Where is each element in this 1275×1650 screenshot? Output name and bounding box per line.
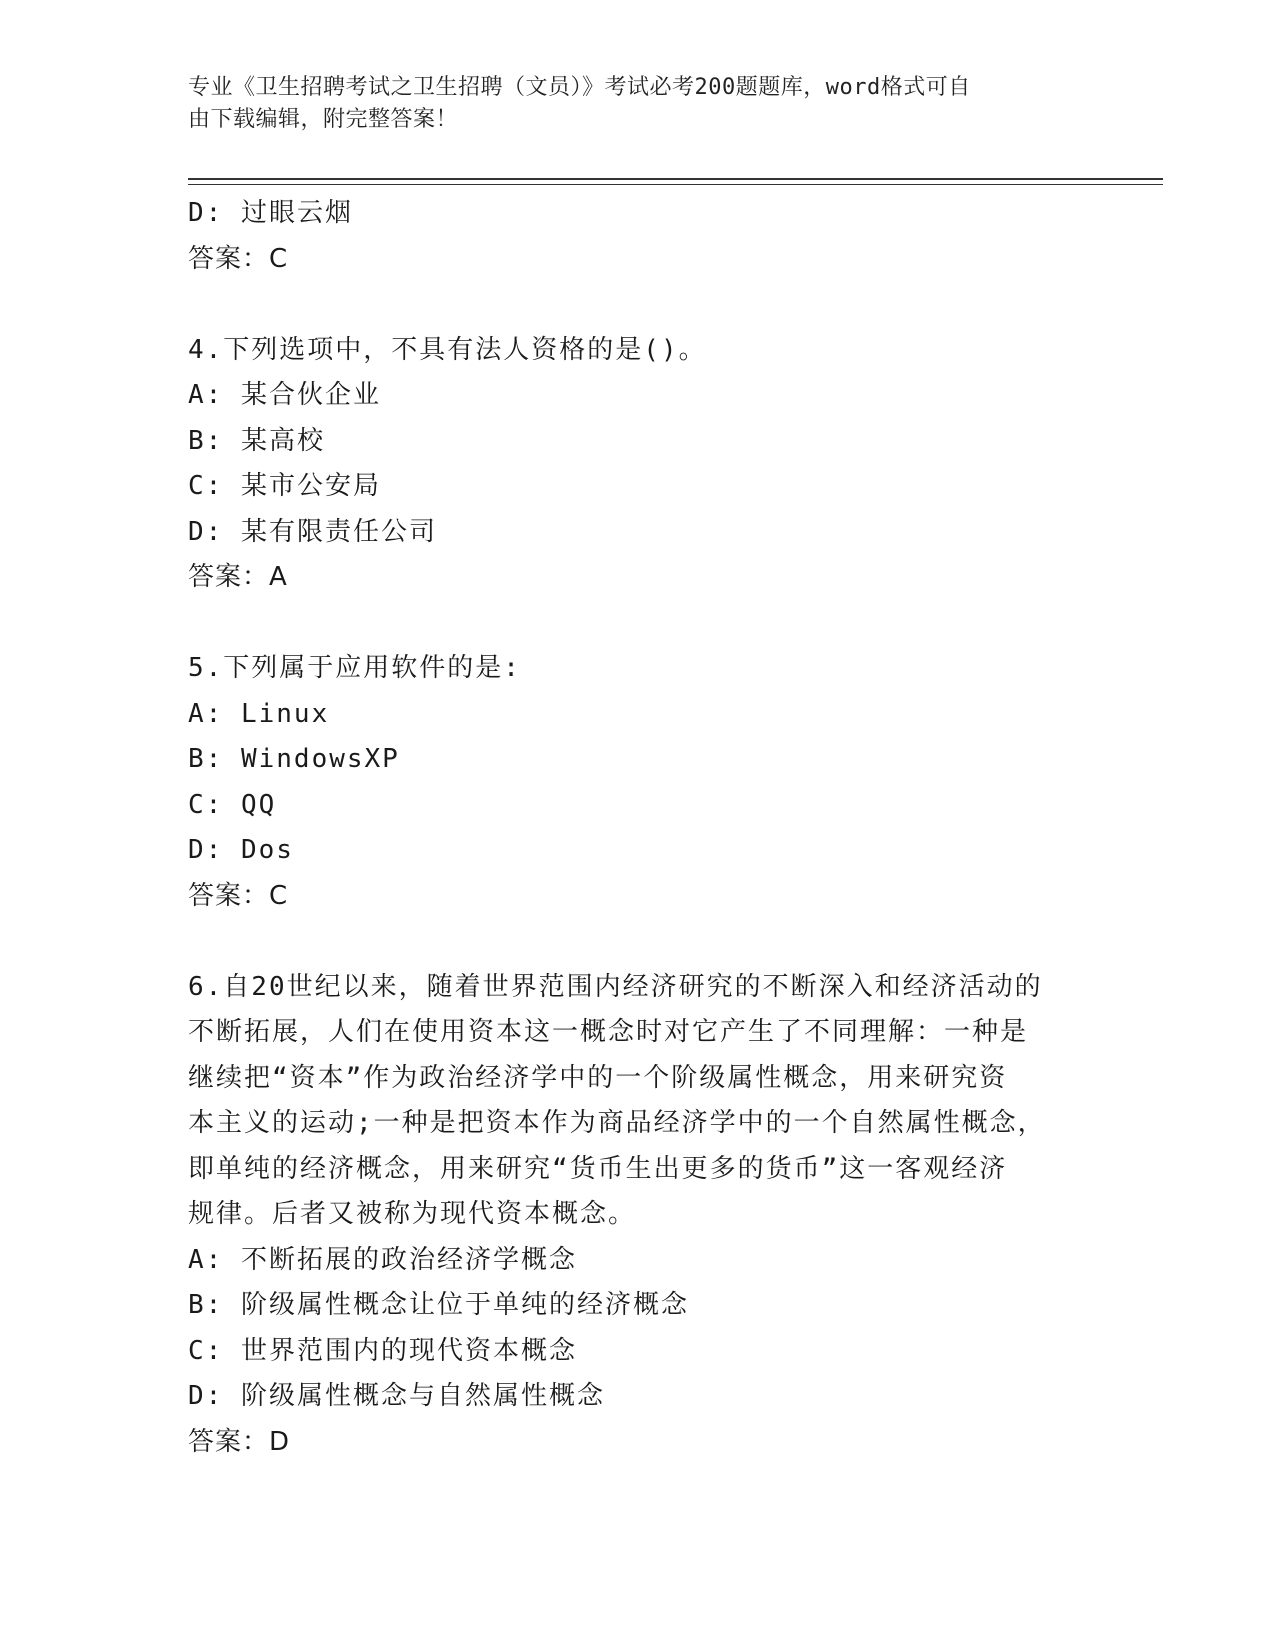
document-header bbox=[188, 72, 1068, 136]
spacer bbox=[188, 282, 1088, 328]
spacer bbox=[188, 601, 1088, 647]
option-a: A: 某合伙企业 bbox=[188, 380, 381, 410]
spacer bbox=[188, 919, 1088, 965]
question-stem: 4.下列选项中，不具有法人资格的是()。 bbox=[188, 334, 707, 365]
question-stem-line: 6.自20世纪以来，随着世界范围内经济研究的不断深入和经济活动的 bbox=[188, 971, 1043, 1002]
question-3 bbox=[188, 191, 1088, 282]
question-5 bbox=[188, 646, 1088, 919]
option-c: C: QQ bbox=[188, 789, 277, 820]
option-a: A: 不断拓展的政治经济学概念 bbox=[188, 1244, 577, 1275]
question-6 bbox=[188, 965, 1088, 1466]
question-4 bbox=[188, 328, 1088, 601]
question-stem: 5.下列属于应用软件的是: bbox=[188, 653, 521, 683]
answer: 答案：C bbox=[188, 880, 289, 911]
option-d: D: 阶级属性概念与自然属性概念 bbox=[188, 1381, 605, 1411]
header-divider-thick bbox=[188, 178, 1163, 180]
option-a: A: Linux bbox=[188, 698, 330, 729]
answer: 答案：D bbox=[188, 1426, 291, 1457]
answer: 答案：C bbox=[188, 243, 289, 274]
option-d: D: 过眼云烟 bbox=[188, 198, 353, 228]
question-stem-line: 不断拓展，人们在使用资本这一概念时对它产生了不同理解：一种是 bbox=[188, 1017, 1029, 1047]
header-divider-thin bbox=[188, 184, 1163, 185]
question-stem-line: 本主义的运动;一种是把资本作为商品经济学中的一个自然属性概念， bbox=[188, 1108, 1046, 1138]
question-stem-line: 规律。后者又被称为现代资本概念。 bbox=[188, 1199, 637, 1229]
question-list bbox=[188, 191, 1088, 1465]
header-line-2: 由下载编辑，附完整答案！ bbox=[188, 107, 459, 132]
answer: 答案：A bbox=[188, 562, 288, 592]
option-c: C: 世界范围内的现代资本概念 bbox=[188, 1335, 577, 1366]
option-d: D: 某有限责任公司 bbox=[188, 516, 437, 547]
option-b: B: WindowsXP bbox=[188, 744, 400, 774]
option-c: C: 某市公安局 bbox=[188, 471, 381, 501]
option-b: B: 某高校 bbox=[188, 425, 325, 456]
question-stem-line: 即单纯的经济概念，用来研究“货币生出更多的货币”这一客观经济 bbox=[188, 1153, 1008, 1184]
option-b: B: 阶级属性概念让位于单纯的经济概念 bbox=[188, 1290, 689, 1320]
option-d: D: Dos bbox=[188, 835, 294, 865]
question-stem-line: 继续把“资本”作为政治经济学中的一个阶级属性概念，用来研究资 bbox=[188, 1062, 1008, 1093]
header-line-1: 专业《卫生招聘考试之卫生招聘（文员）》考试必考200题题库，word格式可自 bbox=[188, 75, 971, 100]
